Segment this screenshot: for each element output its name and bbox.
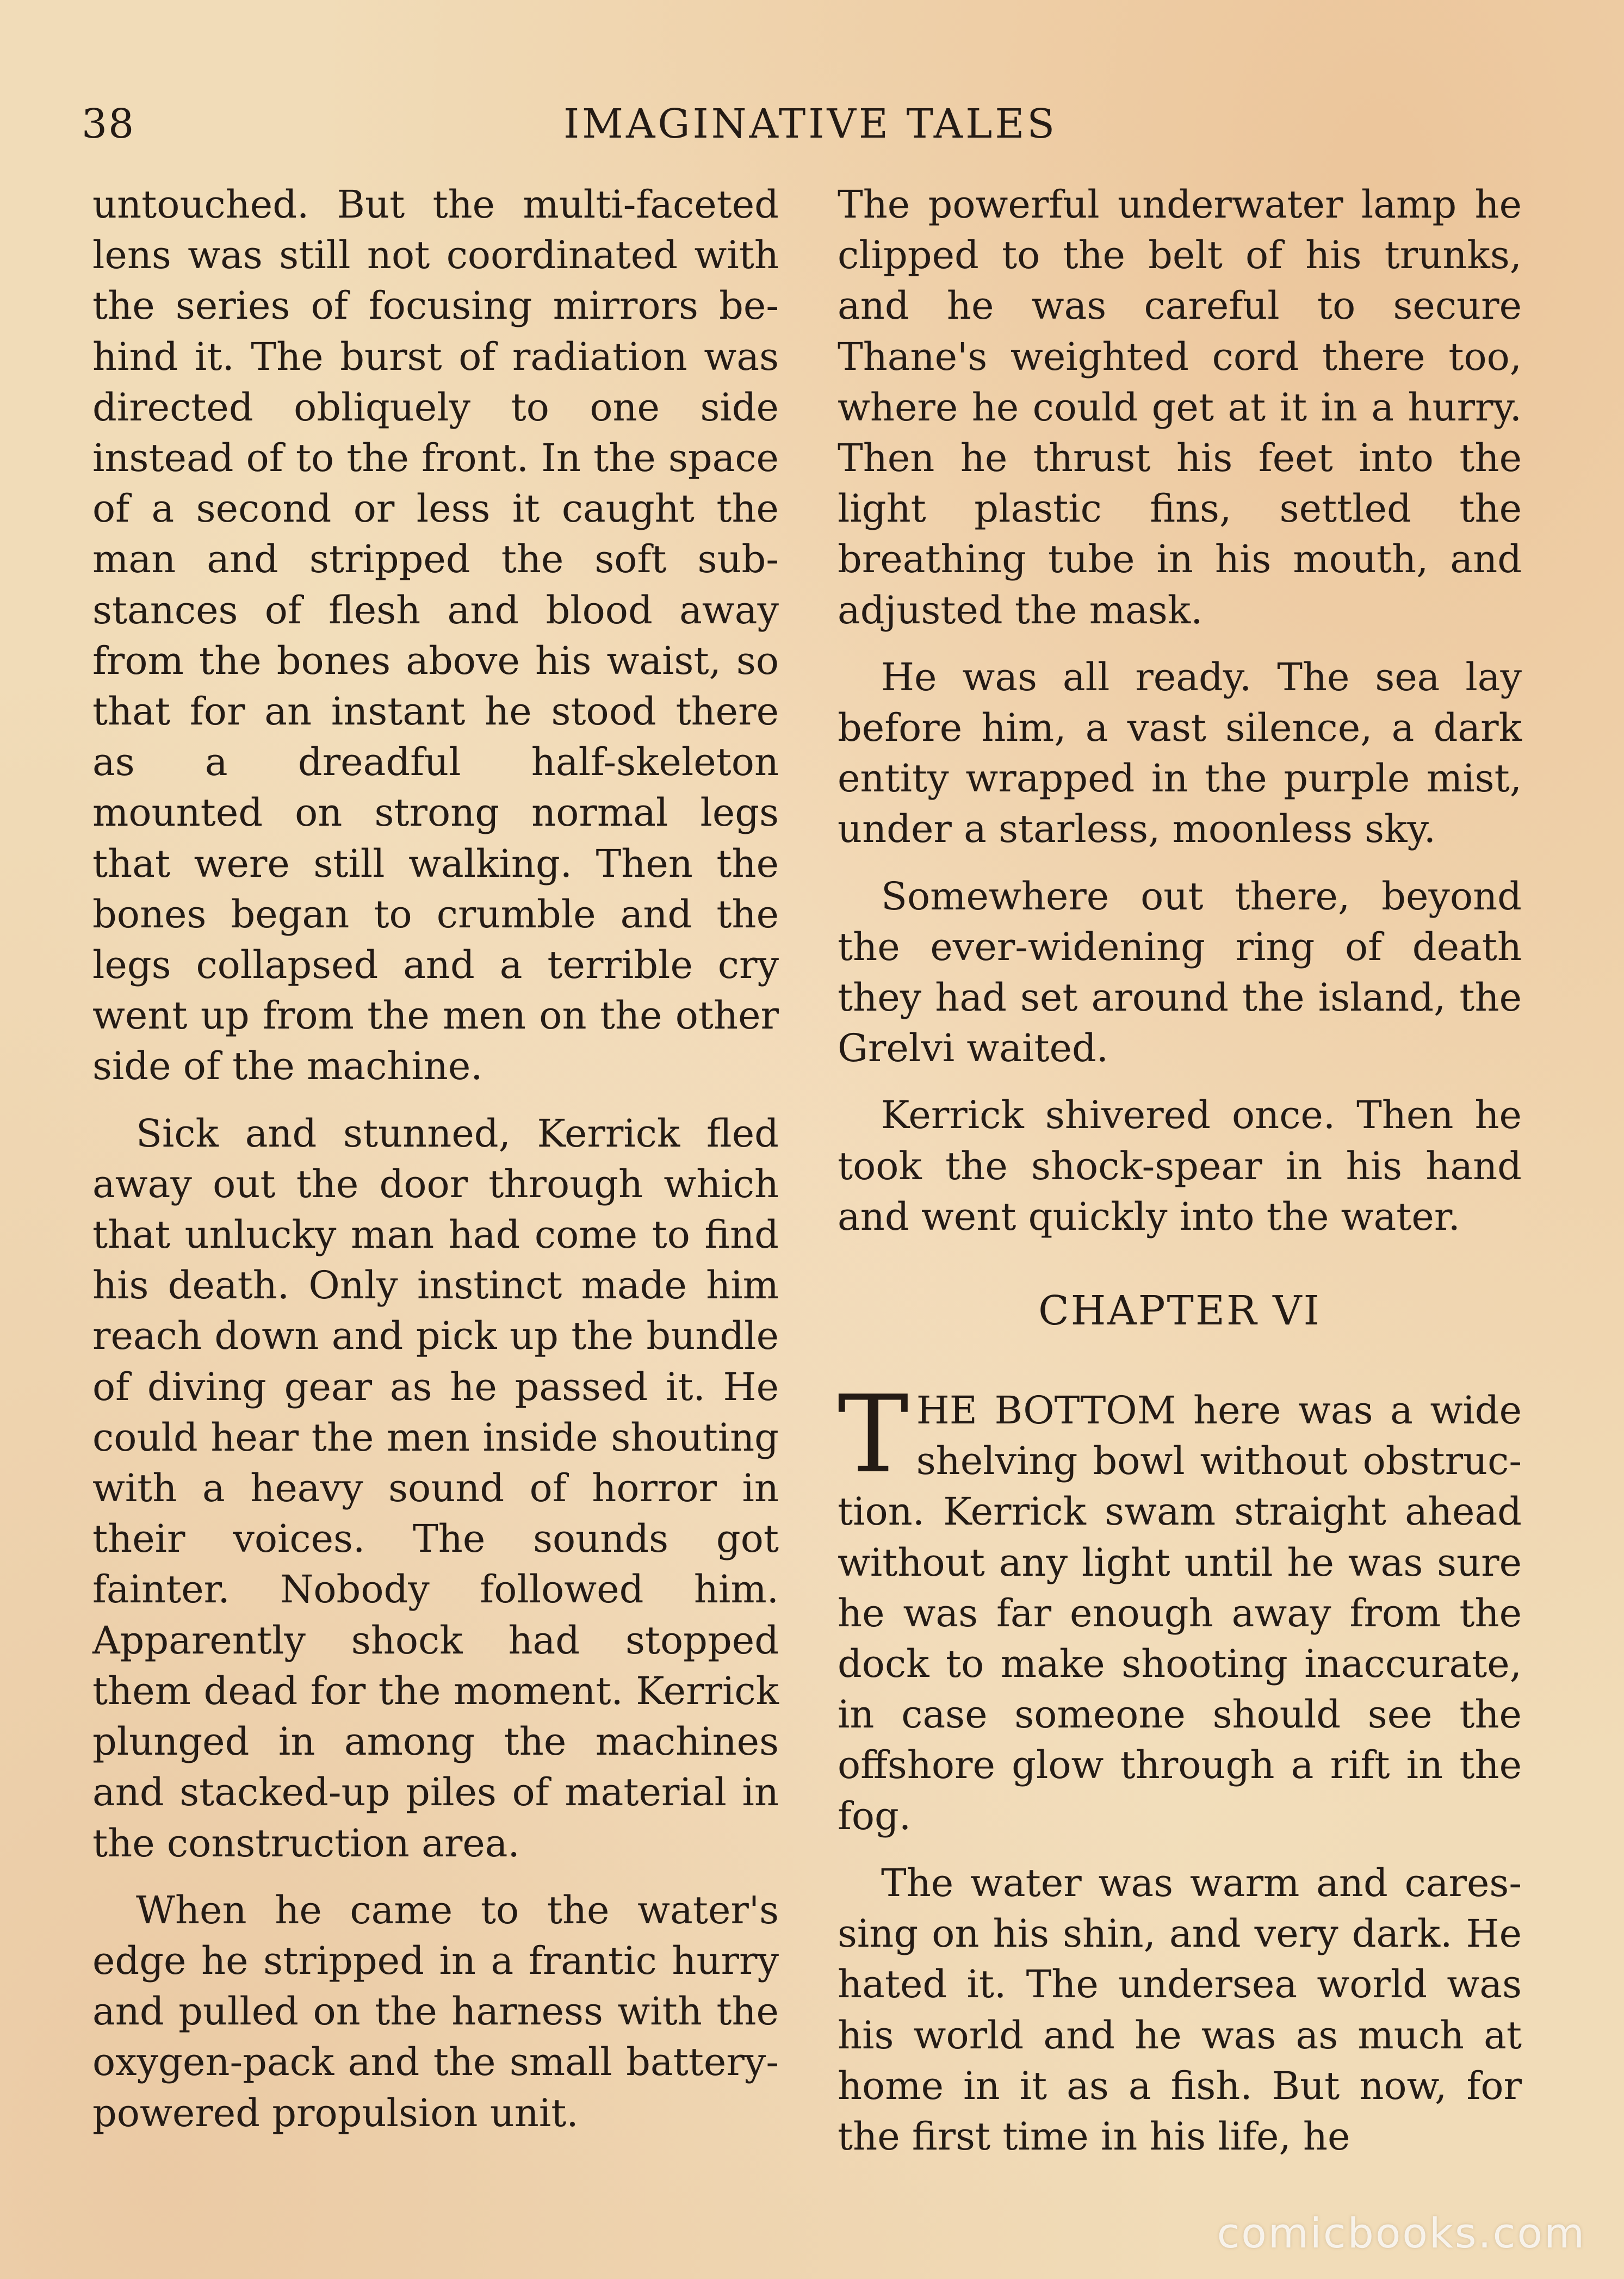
- chapter-heading: CHAPTER VI: [1038, 1287, 1321, 1335]
- paragraph: When he came to the water's edge he stripped in a frantic hurry and pulled on the harness with the oxygen-pack and the small battery-powered propulsion unit.: [92, 1887, 779, 2135]
- paragraph: untouched. But the multi-faceted lens was still not coordinated with the series of focusing mirrors behind it. The burst of radiation was directed obliquely to one side instead of to the front. In the space of a second or less it caught the man and stripped the soft substances of flesh and blood away from the bones above his waist, so that for an instant he stood there as a dreadful half-skeleton mounted on strong normal legs that were still walking. Then the bones began to crumble and the legs collapsed and a terrible cry went up from the men on the other side of the machine.: [92, 182, 779, 1089]
- journal-title: IMAGINATIVE TALES: [563, 101, 1058, 147]
- chapter-opening-paragraph: [838, 1373, 1522, 1842]
- chapter-opening-text: HE BOTTOM here was a wide shelving bowl without obstruction. Kerrick swam straight ahead without any light until he was sure he was far enough away from the dock to make shooting inaccurate, in case someone should see the offshore glow through a rift in the fog.: [838, 1388, 1522, 1838]
- watermark: comicbooks.com: [1217, 2209, 1586, 2257]
- paragraph: He was all ready. The sea lay before him, a vast silence, a dark entity wrapped in the purple mist, under a starless, moonless sky.: [838, 654, 1522, 852]
- left-column: [92, 179, 779, 2155]
- paragraph: The powerful underwater lamp he clipped to the belt of his trunks, and he was careful to secure Thane's weighted cord there too, where he could get at it in a hurry. Then he thrust his feet into the light plastic fins, settled the breathing tube in his mouth, and adjusted the mask.: [838, 182, 1522, 633]
- running-head: [82, 95, 1539, 155]
- page-number: 38: [82, 101, 135, 147]
- paragraph: Kerrick shivered once. Then he took the shock-spear in his hand and went quickly into the water.: [838, 1093, 1522, 1239]
- right-column: [838, 179, 1522, 2178]
- drop-cap: T: [838, 1373, 909, 1497]
- paragraph: Sick and stunned, Kerrick fled away out the door through which that unlucky man had come to find his death. Only instinct made him reach down and pick up the bundle of diving gear as he passed it. He could hear the men inside shouting with a heavy sound of horror in their voices. The sounds got fainter. Nobody followed him. Apparently shock had stopped them dead for the moment. Kerrick plunged in among the machines and stacked-up piles of material in the construction area.: [92, 1111, 779, 1866]
- paragraph: Somewhere out there, beyond the ever-widening ring of death they had set around the island, the Grelvi waited.: [838, 874, 1522, 1071]
- paragraph: The water was warm and caressing on his shin, and very dark. He hated it. The undersea world was his world and he was as much at home in it as a fish. But now, for the first time in his life, he: [838, 1860, 1522, 2159]
